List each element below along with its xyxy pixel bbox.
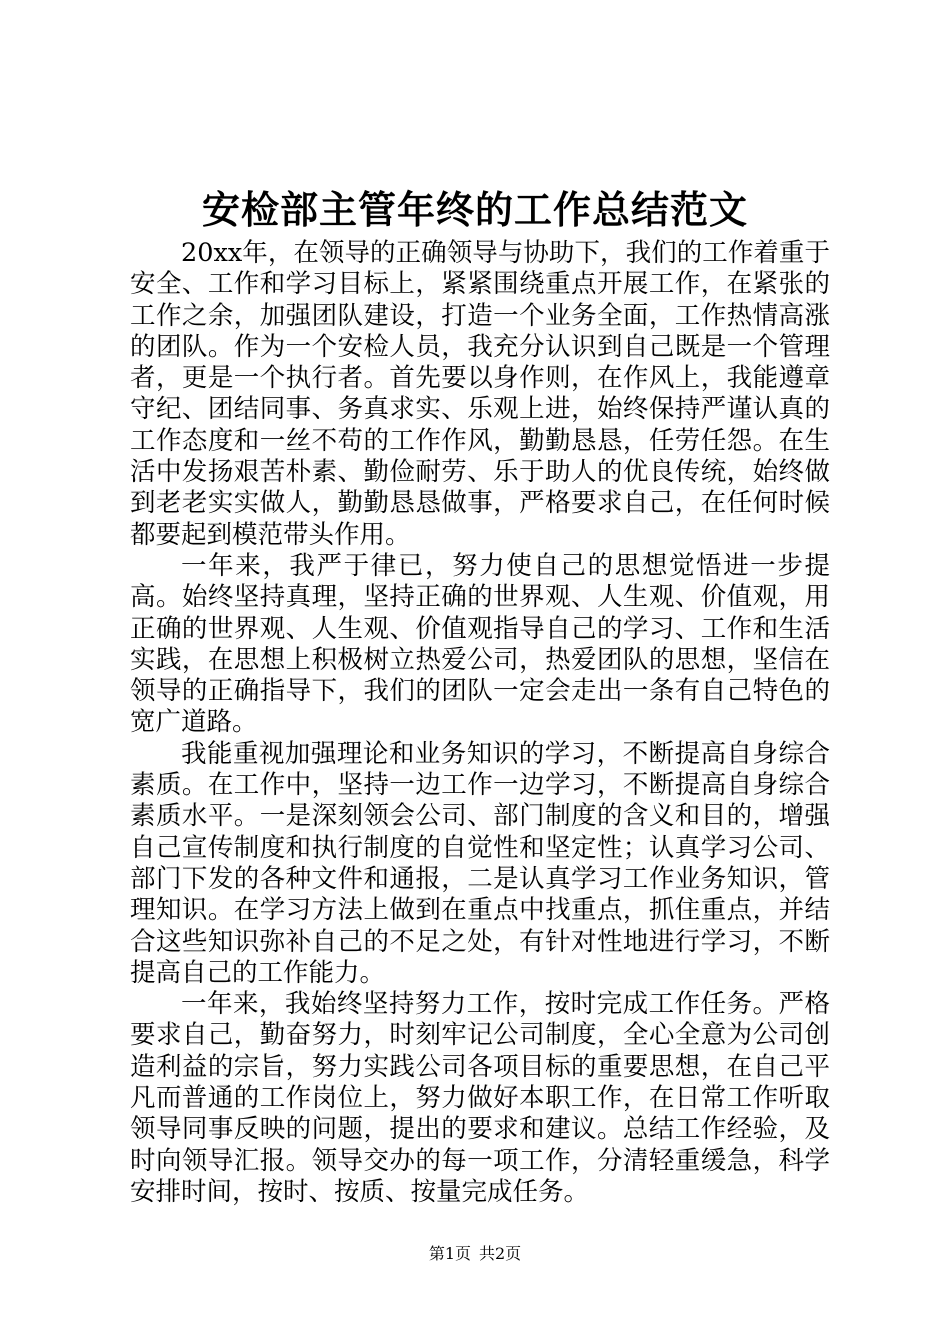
document-body <box>130 238 830 1208</box>
page-total: 共2页 <box>479 1244 522 1263</box>
page-footer <box>0 1243 950 1265</box>
paragraph-3: 我能重视加强理论和业务知识的学习，不断提高自身综合素质。在工作中，坚持一边工作一边学习，不断提高自身综合素质水平。一是深刻领会公司、部门制度的含义和目的，增强自己宣传制度和执行制度的自觉性和坚定性；认真学习公司、部门下发的各种文件和通报，二是认真学习工作业务知识，管理知识。在学习方法上做到在重点中找重点，抓住重点，并结合这些知识弥补自己的不足之处，有针对性地进行学习，不断提高自己的工作能力。 <box>130 738 830 988</box>
paragraph-1: 20xx年，在领导的正确领导与协助下，我们的工作着重于安全、工作和学习目标上，紧紧围绕重点开展工作，在紧张的工作之余，加强团队建设，打造一个业务全面，工作热情高涨的团队。作为一个安检人员，我充分认识到自己既是一个管理者，更是一个执行者。首先要以身作则，在作风上，我能遵章守纪、团结同事、务真求实、乐观上进，始终保持严谨认真的工作态度和一丝不苟的工作作风，勤勤恳恳，任劳任怨。在生活中发扬艰苦朴素、勤俭耐劳、乐于助人的优良传统，始终做到老老实实做人，勤勤恳恳做事，严格要求自己，在任何时候都要起到模范带头作用。 <box>130 238 830 550</box>
page-number: 第1页 <box>428 1244 471 1263</box>
paragraph-2: 一年来，我严于律已，努力使自己的思想觉悟进一步提高。始终坚持真理，坚持正确的世界观、人生观、价值观，用正确的世界观、人生观、价值观指导自己的学习、工作和生活实践，在思想上积极树立热爱公司，热爱团队的思想，坚信在领导的正确指导下，我们的团队一定会走出一条有自己特色的宽广道路。 <box>130 550 830 738</box>
paragraph-4: 一年来，我始终坚持努力工作，按时完成工作任务。严格要求自己，勤奋努力，时刻牢记公司制度，全心全意为公司创造利益的宗旨，努力实践公司各项目标的重要思想，在自己平凡而普通的工作岗位上，努力做好本职工作，在日常工作听取领导同事反映的问题，提出的要求和建议。总结工作经验，及时向领导汇报。领导交办的每一项工作，分清轻重缓急，科学安排时间，按时、按质、按量完成任务。 <box>130 989 830 1207</box>
document-title: 安检部主管年终的工作总结范文 <box>201 187 748 232</box>
